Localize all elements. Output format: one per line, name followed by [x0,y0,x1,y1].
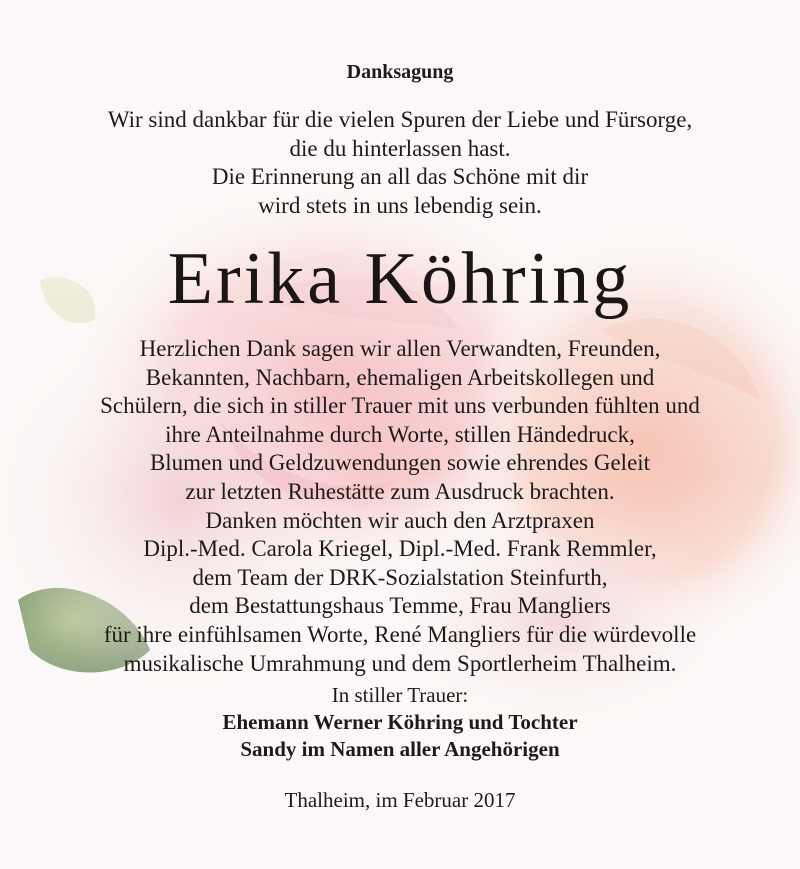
closing-block [0,682,800,763]
body-line: Danken möchten wir auch den Arztpraxen [205,507,595,533]
body-line: musikalische Umrahmung und dem Sportlerheim Thalheim. [123,650,677,676]
body-line: zur letzten Ruhestätte zum Ausdruck brachten. [185,478,615,504]
notice-title: Danksagung [346,61,454,83]
body-line: Dipl.-Med. Carola Kriegel, Dipl.-Med. Frank Remmler, [143,536,657,562]
deceased-name: Erika Köhring [167,238,633,320]
intro-line: die du hinterlassen hast. [289,135,511,161]
body-line: Schülern, die sich in stiller Trauer mit uns verbunden fühlten und [100,393,700,419]
body-line: ihre Anteilnahme durch Worte, stillen Händedruck, [165,421,635,447]
intro-line: wird stets in uns lebendig sein. [258,192,542,218]
body-line: Blumen und Geldzuwendungen sowie ehrendes Geleit [149,450,651,476]
body-line: für ihre einfühlsamen Worte, René Mangliers für die würdevolle [103,621,697,647]
signature-line: Ehemann Werner Köhring und Tochter [222,710,578,734]
intro-line: Wir sind dankbar für die vielen Spuren der Liebe und Fürsorge, [107,107,693,132]
intro-verse [0,106,800,220]
thanks-paragraph [0,335,800,678]
intro-line: Die Erinnerung an all das Schöne mit dir [211,164,589,189]
body-line: Bekannten, Nachbarn, ehemaligen Arbeitskollegen und [145,364,655,390]
body-line: Herzlichen Dank sagen wir allen Verwandten, Freunden, [139,336,661,361]
body-line: dem Bestattungshaus Temme, Frau Mangliers [189,593,611,619]
closing-label: In stiller Trauer: [331,683,469,707]
signature-line: Sandy im Namen aller Angehörigen [240,737,560,761]
body-line: dem Team der DRK-Sozialstation Steinfurth, [192,564,608,590]
place-date: Thalheim, im Februar 2017 [284,788,516,812]
